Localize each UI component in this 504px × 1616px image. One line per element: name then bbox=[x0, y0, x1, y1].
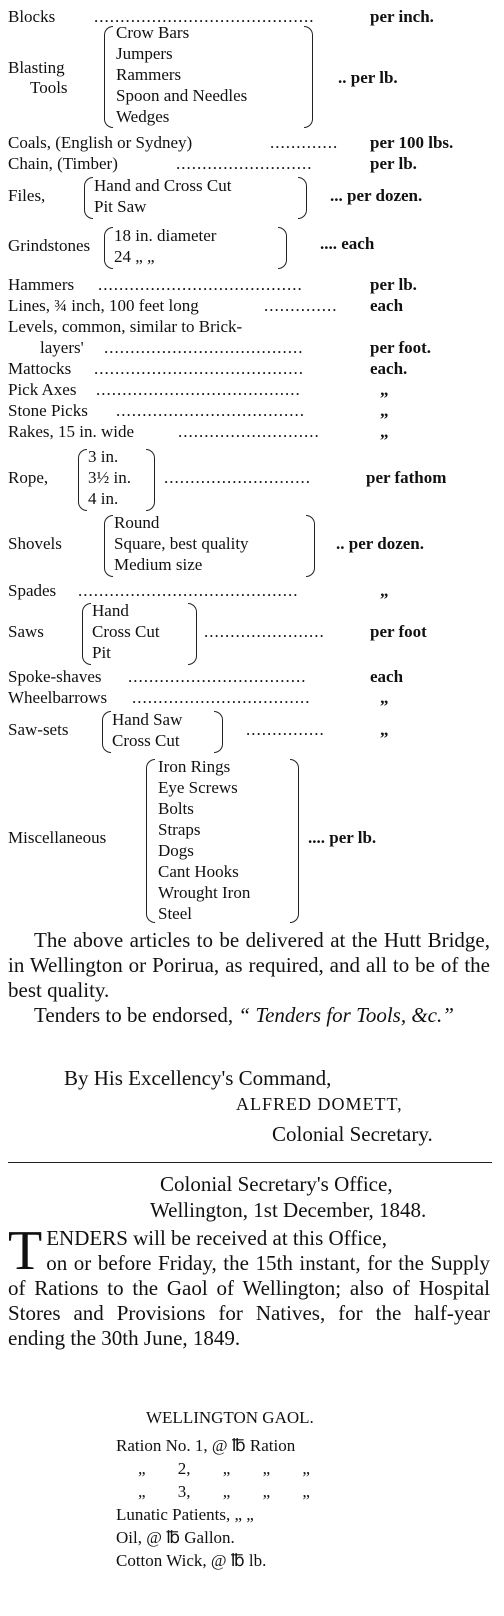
group-items: Crow Bars Jumpers Rammers Spoon and Needles Wedges bbox=[116, 23, 248, 126]
command-line: By His Excellency's Command, bbox=[64, 1066, 332, 1090]
gaol-ration-row: Lunatic Patients, „ „ bbox=[116, 1505, 254, 1524]
item-row-hammers: Hammers ....................................... per lb. bbox=[8, 275, 417, 294]
group-items: Iron Rings Eye Screws Bolts Straps Dogs Cant Hooks Wrought Iron Steel bbox=[158, 757, 251, 923]
group-items: 3 in. 3½ in. 4 in. bbox=[88, 447, 131, 508]
item-row-levels-cont: layers' ...................................... per foot. bbox=[40, 338, 432, 357]
delivery-paragraph: The above articles to be delivered at the Hutt Bridge, in Wellington or Porirua, as required, and all to be of the best quality. bbox=[8, 928, 490, 1002]
item-row-pick-axes: Pick Axes ....................................... „ bbox=[8, 380, 389, 399]
drop-cap: T bbox=[8, 1220, 43, 1282]
leader-dots: .......................... bbox=[176, 154, 313, 173]
group-items: Round Square, best quality Medium size bbox=[114, 513, 249, 574]
leader-dots: ........................................ bbox=[94, 359, 304, 378]
group-shovels: Shovels Round Square, best quality Medium size .. per dozen. bbox=[8, 512, 500, 578]
item-row-levels: Levels, common, similar to Brick- bbox=[8, 317, 243, 336]
item-row-coals: Coals, (English or Sydney) ............. per 100 lbs. bbox=[8, 133, 454, 152]
group-grindstones: Grindstones 18 in. diameter 24 „ „ .... each bbox=[8, 224, 500, 270]
item-row-rakes: Rakes, 15 in. wide ........................... „ bbox=[8, 422, 389, 441]
item-row-spades: Spades .......................................... „ bbox=[8, 581, 389, 600]
gaol-heading: WELLINGTON GAOL. bbox=[146, 1408, 314, 1427]
leader-dots: .............. bbox=[264, 296, 338, 315]
leader-dots: ....................................... bbox=[98, 275, 303, 294]
leader-dots: ....................... bbox=[204, 622, 325, 641]
gaol-ration-row: Cotton Wick, @ ℔ lb. bbox=[116, 1551, 267, 1570]
leader-dots: ............................ bbox=[164, 468, 311, 487]
right-brace bbox=[290, 759, 299, 923]
left-brace bbox=[146, 759, 155, 923]
item-row-stone-picks: Stone Picks .................................... „ bbox=[8, 401, 389, 420]
leader-dots: .......................................... bbox=[94, 7, 315, 26]
gaol-ration-row: „ 3, „ „ „ bbox=[138, 1482, 310, 1501]
group-files: Files, Hand and Cross Cut Pit Saw ... per dozen. bbox=[8, 174, 500, 220]
right-brace bbox=[306, 515, 315, 577]
left-brace bbox=[104, 26, 113, 128]
group-items: Hand Cross Cut Pit bbox=[92, 601, 160, 662]
item-label: Blocks bbox=[8, 7, 56, 26]
leader-dots: ....................................... bbox=[96, 380, 301, 399]
leader-dots: .................................. bbox=[132, 688, 311, 707]
right-brace bbox=[278, 227, 287, 269]
section-divider bbox=[8, 1162, 492, 1163]
leader-dots: ............... bbox=[246, 720, 325, 739]
group-miscellaneous: Miscellaneous Iron Rings Eye Screws Bolts Straps Dogs Cant Hooks Wrought Iron Steel .... per lb. bbox=[8, 757, 377, 923]
leader-dots: ............. bbox=[270, 133, 339, 152]
endorse-paragraph: Tenders to be endorsed, “ Tenders for Tools, &c.” bbox=[34, 1003, 454, 1027]
right-brace bbox=[146, 449, 155, 511]
office-heading: Colonial Secretary's Office, bbox=[160, 1172, 393, 1196]
leader-dots: ........................... bbox=[178, 422, 320, 441]
leader-dots: .......................................... bbox=[78, 581, 299, 600]
tender-paragraph: T ENDERS will be received at this Office, on or before Friday, the 15th instant, for the Supply of Rations to the Gaol of Wellington; also of Hospital Stores and Provisions for Natives, for the half-year ending the 30th June, 1849. bbox=[8, 1220, 490, 1350]
item-row-mattocks: Mattocks ........................................ each. bbox=[8, 359, 408, 378]
left-brace bbox=[104, 227, 113, 269]
group-saw-sets: Saw-sets Hand Saw Cross Cut ............... „ bbox=[8, 708, 500, 754]
group-unit: .. per lb. bbox=[338, 68, 398, 87]
item-row-lines: Lines, ¾ inch, 100 feet long .............. each bbox=[8, 296, 404, 315]
right-brace bbox=[214, 711, 223, 753]
group-items: Hand Saw Cross Cut bbox=[112, 710, 183, 750]
group-label: Blasting Tools bbox=[8, 58, 68, 97]
item-row-spoke-shaves: Spoke-shaves .................................. each bbox=[8, 667, 404, 686]
leader-dots: .................................... bbox=[116, 401, 305, 420]
left-brace bbox=[104, 515, 113, 577]
left-brace bbox=[82, 603, 91, 665]
gaol-ration-row: „ 2, „ „ „ bbox=[138, 1459, 310, 1478]
signer-title: Colonial Secretary. bbox=[272, 1122, 433, 1146]
gaol-ration-row: Oil, @ ℔ Gallon. bbox=[116, 1528, 235, 1547]
group-blasting-tools bbox=[8, 22, 500, 130]
group-rope: Rope, 3 in. 3½ in. 4 in. ............................ per fathom bbox=[8, 446, 500, 512]
right-brace bbox=[188, 603, 197, 665]
leader-dots: .................................. bbox=[128, 667, 307, 686]
group-items: 18 in. diameter 24 „ „ bbox=[114, 226, 217, 266]
item-row-chain: Chain, (Timber) .......................... per lb. bbox=[8, 154, 417, 173]
left-brace bbox=[84, 177, 93, 219]
left-brace bbox=[102, 711, 111, 753]
signer-name: ALFRED DOMETT, bbox=[236, 1094, 403, 1114]
left-brace bbox=[78, 449, 87, 511]
leader-dots: ...................................... bbox=[104, 338, 304, 357]
gaol-ration-row: Ration No. 1, @ ℔ Ration bbox=[116, 1436, 296, 1455]
right-brace bbox=[298, 177, 307, 219]
item-unit: per inch. bbox=[370, 7, 434, 26]
group-saws: Saws Hand Cross Cut Pit ....................... per foot bbox=[8, 600, 500, 666]
group-items: Hand and Cross Cut Pit Saw bbox=[94, 176, 232, 216]
item-row-wheelbarrows: Wheelbarrows .................................. „ bbox=[8, 688, 389, 707]
right-brace bbox=[304, 26, 313, 128]
notice-date: Wellington, 1st December, 1848. bbox=[150, 1198, 427, 1222]
